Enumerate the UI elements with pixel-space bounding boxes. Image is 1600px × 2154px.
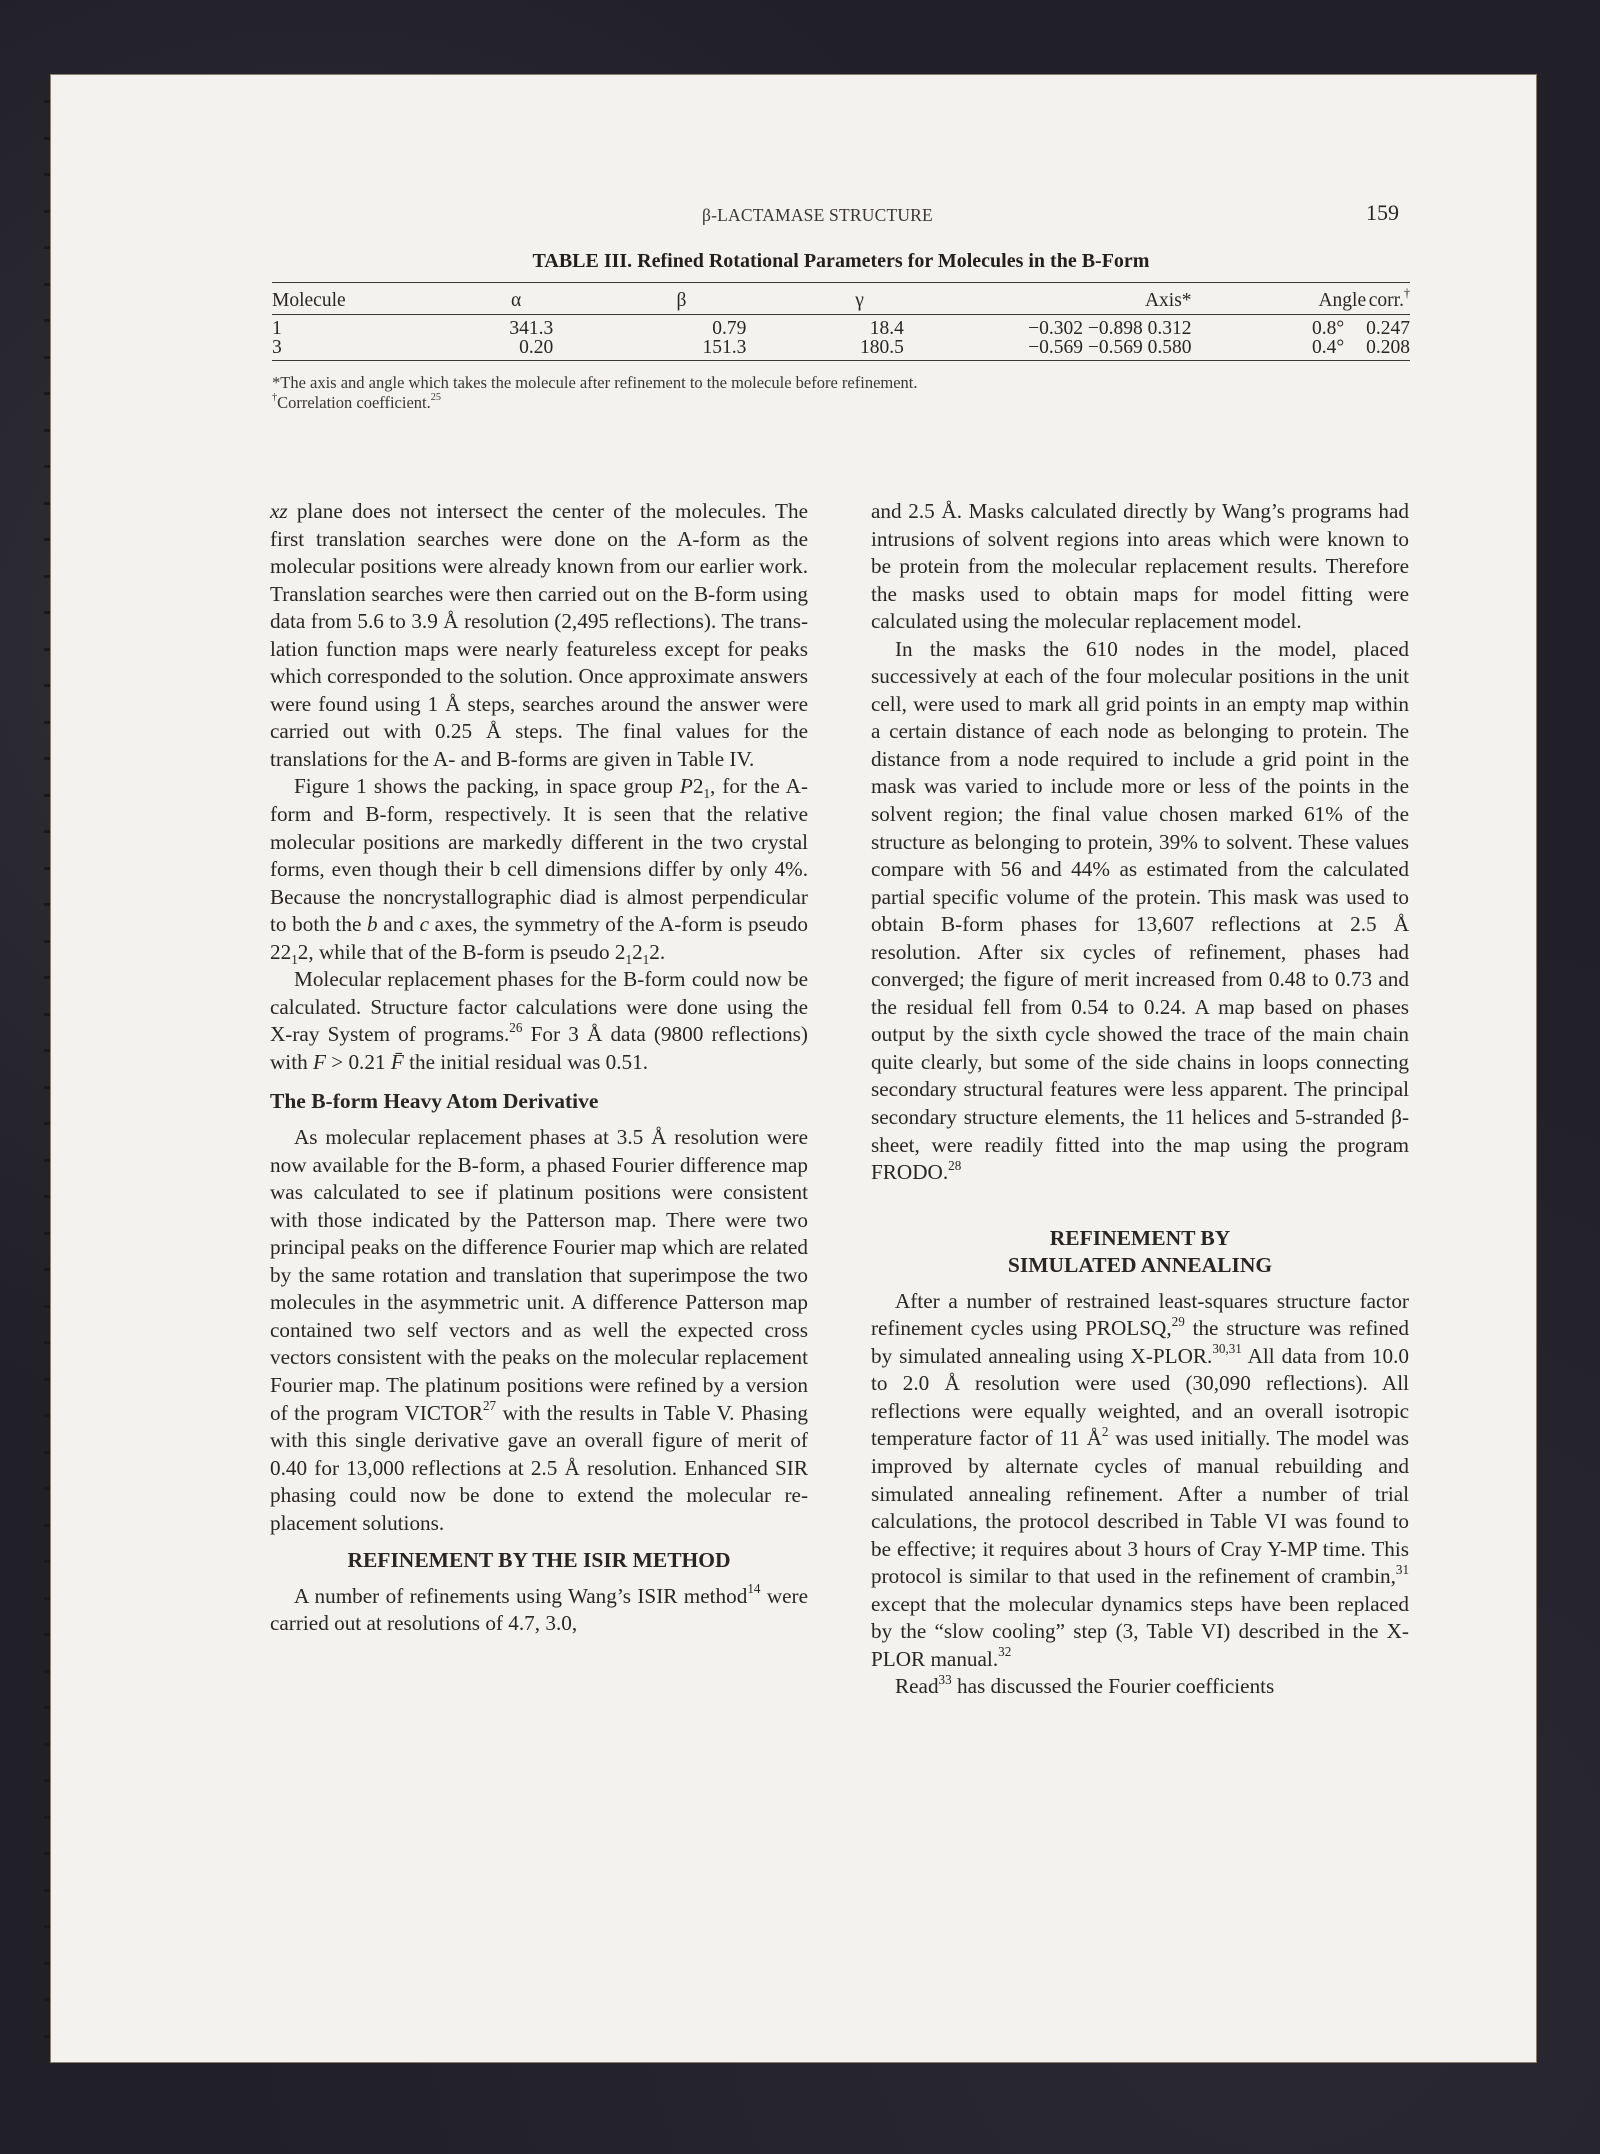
binding-tick [44, 1670, 51, 1673]
cell-axis: −0.569 −0.569 0.580 [1028, 337, 1192, 358]
binding-tick [44, 538, 51, 541]
cell-corr: 0.247 [1366, 318, 1410, 339]
binding-tick [44, 392, 51, 395]
text-run: Molecular replacement phases for the B-form could now be calculated. Structure factor calculations were done using the X-ray System of programs. [270, 967, 808, 1047]
italic-term: c [419, 912, 429, 937]
binding-tick [44, 100, 51, 103]
binding-tick [44, 1086, 51, 1089]
binding-tick [44, 1597, 51, 1600]
binding-tick [44, 1232, 51, 1235]
binding-tick [44, 173, 51, 176]
paragraph: and 2.5 Å. Masks calculated directly by Wang’s programs had intrusions of solvent regions into areas which were known to be protein from the molecular replacement results. Therefore the masks used to obtain maps for model fitting were calculated using the molecular replacement model. [871, 499, 1409, 634]
binding-tick [44, 1414, 51, 1417]
section-heading: REFINEMENT BY THE ISIR METHOD [347, 1548, 731, 1573]
binding-tick [44, 903, 51, 906]
binding-tick [44, 2035, 51, 2038]
reference-superscript: 33 [938, 1671, 952, 1687]
footnote-text: The axis and angle which takes the molecule after refinement to the molecule before refinement. [280, 373, 918, 392]
binding-tick [44, 1451, 51, 1454]
binding-tick [44, 1524, 51, 1527]
binding-tick [44, 1925, 51, 1928]
cell-molecule: 3 [272, 337, 282, 358]
col-header-gamma: γ [855, 290, 864, 311]
binding-tick [44, 502, 51, 505]
cell-corr: 0.208 [1366, 337, 1410, 358]
binding-tick [44, 1378, 51, 1381]
footnote-mark: † [272, 392, 278, 404]
cell-angle: 0.8° [1311, 318, 1345, 339]
binding-tick [44, 940, 51, 943]
italic-term: b [367, 912, 378, 937]
left-column [270, 498, 808, 1638]
text-run: the initial residual was 0.51. [403, 1049, 648, 1074]
binding-tick [44, 356, 51, 359]
table-header-row [272, 283, 1410, 315]
text-run: was used initially. The model was improved by alternate cycles of manual rebuilding and simulated annealing refinement. After a number of trial calculations, the protocol described in Table VI was found to be effective; it requires about 3 hours of Cray Y-MP time. This protocol is similar to that used in the refinement of crambin, [871, 1426, 1409, 1589]
col-header-angle: Angle [1318, 290, 1367, 311]
paragraph [871, 1288, 1409, 1674]
text-run: 2, while that of the B-form is pseudo 2 [297, 939, 626, 964]
binding-tick [44, 1633, 51, 1636]
binding-tick [44, 1889, 51, 1892]
reference-superscript: 26 [509, 1020, 523, 1036]
binding-tick [44, 1122, 51, 1125]
text-run: and [377, 912, 420, 937]
cell-molecule: 1 [272, 318, 282, 339]
right-column [871, 498, 1409, 1701]
corr-footnote-mark: † [1403, 286, 1410, 301]
table-row [272, 338, 1410, 360]
paragraph-text: plane does not intersect the center of the molecules. The first translation searches were done on the A-form as the molecular positions were already known from our earlier work. Translation searches were then carried out on the B-form using data from 5.6 to 3.9 Å resolution (2,495 reflections). The translation function maps were nearly featureless except for peaks which corresponded to the solution. Once approximate answers were found using 1 Å steps, searches around the answer were carried out with 0.25 Å steps. The final values for the translations for the A- and B-forms are given in Table IV. [270, 499, 808, 771]
table-row [272, 315, 1410, 339]
col-header-axis [904, 283, 1214, 315]
italic-term: F [312, 1049, 326, 1074]
binding-tick [44, 794, 51, 797]
binding-tick [44, 1341, 51, 1344]
section-heading [871, 1225, 1409, 1280]
cell-alpha: 341.3 [509, 318, 554, 339]
paragraph [871, 1673, 1409, 1701]
binding-tick [44, 319, 51, 322]
reference-superscript: 29 [1171, 1313, 1185, 1329]
text-run: 2 [632, 939, 643, 964]
subscript: 1 [625, 951, 633, 967]
axis-footnote-mark: * [1181, 290, 1192, 311]
cell-beta: 151.3 [702, 337, 747, 358]
reference-superscript: 25 [430, 392, 441, 404]
binding-tick [44, 283, 51, 286]
binding-tick [44, 721, 51, 724]
cell-gamma: 180.5 [860, 337, 904, 358]
table-iii [272, 250, 1410, 413]
heading-line: SIMULATED ANNEALING [1007, 1253, 1273, 1278]
corr-label: corr. [1368, 290, 1404, 311]
text-run: except that the molecular dynamics steps have been replaced by the “slow cooling” step (3, Table VI) described in the X-PLOR manual. [871, 1591, 1409, 1671]
binding-tick [44, 429, 51, 432]
subscript: 1 [291, 951, 298, 967]
text-run: , for the A-form and B-form, respectively. It is seen that the relative molecular positions are markedly different in the two crystal forms, even though their b cell dimensions differ by only 4%. Because the noncrystallographic diad is almost perpendicular to both the [270, 774, 808, 937]
binding-tick [44, 137, 51, 140]
binding-tick [44, 575, 51, 578]
binding-tick [44, 1743, 51, 1746]
col-header-alpha: α [511, 290, 522, 311]
footnote-axis [272, 373, 1410, 393]
text-run: Read [895, 1674, 939, 1699]
paragraph [270, 966, 808, 1076]
rotational-parameters-table [272, 283, 1410, 360]
text-run: has discussed the Fourier coefficients [951, 1674, 1275, 1699]
page-number: 159 [1366, 200, 1399, 225]
superscript: 2 [1101, 1424, 1109, 1440]
text-run: were carried out at resolutions of 4.7, 3.0, [270, 1583, 808, 1636]
cell-beta: 0.79 [712, 318, 747, 339]
binding-tick [44, 210, 51, 213]
text-run: > 0.21 [325, 1049, 391, 1074]
cell-gamma: 18.4 [869, 318, 904, 339]
binding-tick [44, 611, 51, 614]
text-run: For 3 Å data (9800 reflections) with [270, 1022, 808, 1074]
cell-angle: 0.4° [1311, 337, 1345, 358]
subsection-heading: The B-form Heavy Atom Derivative [270, 1089, 599, 1114]
table-title: TABLE III. Refined Rotational Parameters for Molecules in the B-Form [532, 250, 1150, 272]
text-run: A number of refinements using Wang’s ISIR method [294, 1583, 748, 1608]
reference-superscript: 28 [948, 1157, 962, 1173]
reference-superscript: 31 [1395, 1561, 1409, 1577]
table-bottom-rule [272, 360, 1410, 361]
binding-tick [44, 757, 51, 760]
binding-tick [44, 976, 51, 979]
col-header-beta: β [676, 290, 687, 311]
italic-term: F̄ [390, 1049, 404, 1074]
italic-term: xz [270, 499, 288, 523]
binding-tick [44, 246, 51, 249]
cell-alpha: 0.20 [519, 337, 554, 358]
paragraph [270, 773, 808, 966]
text-run: All data from 10.0 to 2.0 Å resolution were used (30,090 reflections). All reflections were equally weighted, and an overall isotropic temperature factor of 11 Å [871, 1343, 1409, 1451]
text-run: Figure 1 shows the packing, in space group [294, 774, 680, 799]
text-run: the structure was refined by simulated annealing using X-PLOR. [871, 1316, 1409, 1368]
binding-tick [44, 1305, 51, 1308]
binding-tick [44, 867, 51, 870]
binding-tick [44, 1159, 51, 1162]
binding-tick [44, 1560, 51, 1563]
reference-superscript: 14 [747, 1581, 761, 1597]
col-header-molecule: Molecule [272, 290, 346, 311]
subscript: 1 [642, 951, 650, 967]
text-run: As molecular replacement phases at 3.5 Å resolution were now available for the B-form, a phased Fourier difference map was calculated to see if platinum positions were consistent with those indicated by the Patterson map. There were two principal peaks on the difference Fourier map which are related by the same rotation and translation that superimpose the two molecules in the asymmetric unit. A difference Patterson map contained two self vectors and as well the expected cross vectors consistent with the peaks on the molecular replacement Fourier map. The platinum positions were refined by a version of the program VICTOR [270, 1125, 808, 1425]
footnote-corr [272, 393, 1410, 413]
text-run: with the results in Table V. Phasing with this single derivative gave an overall figure of merit of 0.40 for 13,000 reflections at 2.5 Å resolution. Enhanced SIR phasing could now be done to extend the molecular replacement solutions. [270, 1400, 808, 1535]
binding-tick [44, 1779, 51, 1782]
binding-tick [44, 1962, 51, 1965]
running-head: β-LACTAMASE STRUCTURE [702, 205, 933, 225]
col-header-corr [1366, 283, 1410, 315]
paragraph [270, 1583, 808, 1638]
axis-label: Axis [1144, 290, 1182, 311]
binding-tick [44, 1013, 51, 1016]
binding-tick [44, 1049, 51, 1052]
text-run: In the masks the 610 nodes in the model, placed successively at each of the four molecular positions in the unit cell, were used to mark all grid points in an empty map within a certain distance of each node as belonging to protein. The distance from a node required to include a grid point in the mask was varied to include more or less of the points in the solvent region; the final value chosen marked 61% of the structure as belonging to protein, 39% to solvent. These values compare with 56 and 44% as estimated from the calculated partial specific volume of the protein. This mask was used to obtain B-form phases for 13,607 reflections at 2.5 Å resolution. After six cycles of refinement, phases had converged; the figure of merit increased from 0.48 to 0.73 and the residual fell from 0.54 to 0.24. A map based on phases output by the sixth cycle showed the trace of the main chain quite clearly, but some of the side chains in loops connecting secondary structural features were less apparent. The principal secondary structure elements, the 11 helices and 5-stranded β-sheet, were readily fitted into the map using the program FRODO. [871, 636, 1409, 1185]
cell-axis: −0.302 −0.898 0.312 [1028, 318, 1192, 339]
footnote-mark: * [272, 373, 281, 392]
binding-tick [44, 1268, 51, 1271]
binding-tick [44, 1706, 51, 1709]
binding-tick [44, 1852, 51, 1855]
binding-tick [44, 648, 51, 651]
binding-tick [44, 465, 51, 468]
text-run: axes, the symmetry of the A-form is pseudo 22 [270, 912, 808, 964]
paragraph [270, 1124, 808, 1537]
text-run: 2 [692, 774, 704, 799]
paragraph [270, 498, 808, 773]
binding-tick [44, 1816, 51, 1819]
reference-superscript: 30,31 [1212, 1341, 1242, 1357]
text-run: 2. [649, 939, 666, 964]
heading-line: REFINEMENT BY [1049, 1225, 1231, 1250]
paragraph [871, 636, 1409, 1187]
table-footnotes [272, 373, 1410, 413]
binding-tick [44, 684, 51, 687]
italic-term: P [679, 774, 693, 799]
reference-superscript: 32 [998, 1644, 1012, 1660]
subscript: 1 [703, 786, 710, 802]
footnote-text: Correlation coefficient. [277, 393, 431, 412]
binding-tick [44, 1195, 51, 1198]
binding-tick [44, 1487, 51, 1490]
binding-tick [44, 1998, 51, 2001]
binding-tick [44, 830, 51, 833]
text-run: After a number of restrained least-squares structure factor refinement cycles using PROLSQ, [871, 1288, 1409, 1341]
reference-superscript: 27 [482, 1398, 497, 1414]
